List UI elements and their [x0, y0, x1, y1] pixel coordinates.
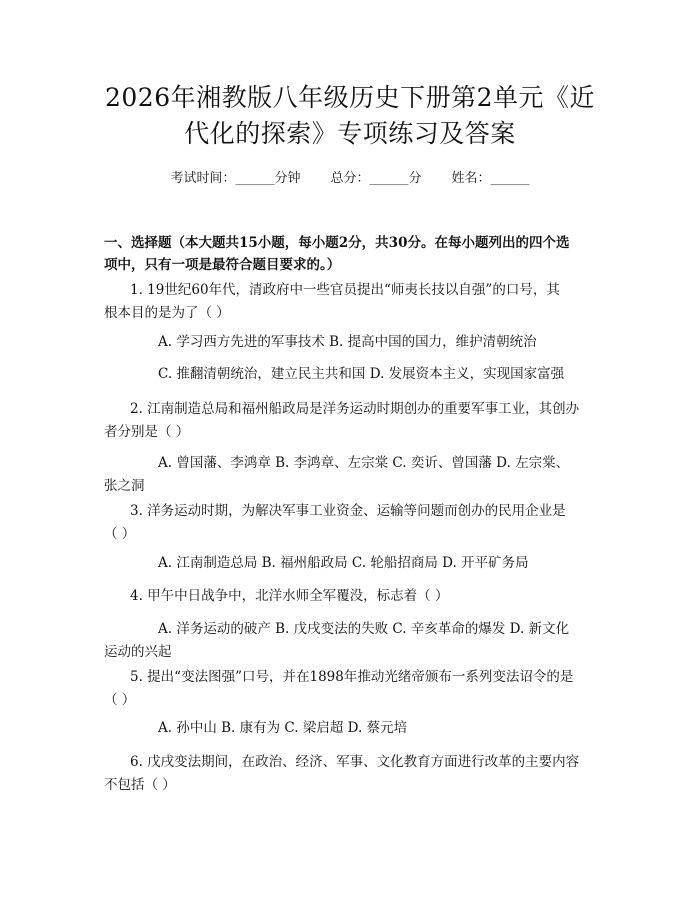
question-4-options — [104, 618, 604, 664]
section-header-line-2: 项中，只有一项是最符合题目要求的。） — [104, 257, 341, 273]
question-2-stem — [104, 398, 604, 444]
question-2-options — [104, 452, 604, 498]
question-1-options-a-b — [104, 331, 604, 354]
exam-time: 考试时间：______分钟 — [170, 171, 301, 186]
section-header — [104, 232, 604, 276]
question-options-line: 张之洞 — [104, 478, 145, 494]
question-stem-line: 3. 洋务运动时期，为解决军事工业资金、运输等问题而创办的民用企业是 — [130, 503, 566, 519]
document-title — [60, 80, 640, 152]
question-stem-line: 根本目的是为了（ ） — [104, 305, 230, 321]
question-options-line: 运动的兴起 — [104, 644, 172, 660]
title-line-2: 代化的探索》专项练习及答案 — [184, 119, 516, 148]
question-options-line: C. 推翻清朝统治，建立民主共和国 D. 发展资本主义，实现国家富强 — [158, 366, 565, 382]
question-stem-line: 4. 甲午中日战争中，北洋水师全军覆没，标志着（ ） — [130, 588, 449, 604]
exam-info — [0, 170, 700, 188]
question-stem-line: （ ） — [104, 692, 136, 708]
question-stem-line: 者分别是（ ） — [104, 424, 190, 440]
question-stem-line: 5. 提出“变法图强”口号，并在1898年推动光绪帝颁布一系列变法诏令的是 — [130, 669, 574, 685]
question-options-line: A. 洋务运动的破产 B. 戊戌变法的失败 C. 辛亥革命的爆发 D. 新文化 — [158, 621, 570, 637]
question-5-options — [104, 717, 604, 740]
question-6-stem — [104, 751, 604, 797]
question-stem-line: 2. 江南制造总局和福州船政局是洋务运动时期创办的重要军事工业，其创办 — [130, 401, 580, 417]
question-options-line: A. 孙中山 B. 康有为 C. 梁启超 D. 蔡元培 — [158, 720, 408, 736]
question-5-stem — [104, 666, 604, 712]
question-stem-line: 1. 19世纪60年代，清政府中一些官员提出“师夷长技以自强”的口号，其 — [130, 282, 560, 298]
question-3-stem — [104, 500, 604, 546]
question-options-line: A. 学习西方先进的军事技术 B. 提高中国的国力，维护清朝统治 — [158, 334, 537, 350]
question-3-options — [104, 552, 604, 575]
question-stem-line: 不包括（ ） — [104, 777, 176, 793]
section-header-line-1: 一、选择题（本大题共15小题，每小题2分，共30分。在每小题列出的四个选 — [104, 235, 570, 251]
exam-total-score: 总分：______分 — [330, 171, 422, 186]
title-line-1: 2026年湘教版八年级历史下册第2单元《近 — [104, 83, 596, 112]
question-1-stem — [104, 279, 604, 325]
exam-student-name: 姓名：______ — [451, 171, 530, 186]
question-options-line: A. 曾国藩、李鸿章 B. 李鸿章、左宗棠 C. 奕䜣、曾国藩 D. 左宗棠、 — [158, 455, 570, 471]
question-1-options-c-d — [104, 363, 604, 386]
question-stem-line: 6. 戊戌变法期间，在政治、经济、军事、文化教育方面进行改革的主要内容 — [130, 754, 580, 770]
question-4-stem — [104, 585, 604, 608]
question-stem-line: （ ） — [104, 526, 136, 542]
question-options-line: A. 江南制造总局 B. 福州船政局 C. 轮船招商局 D. 开平矿务局 — [158, 555, 529, 571]
